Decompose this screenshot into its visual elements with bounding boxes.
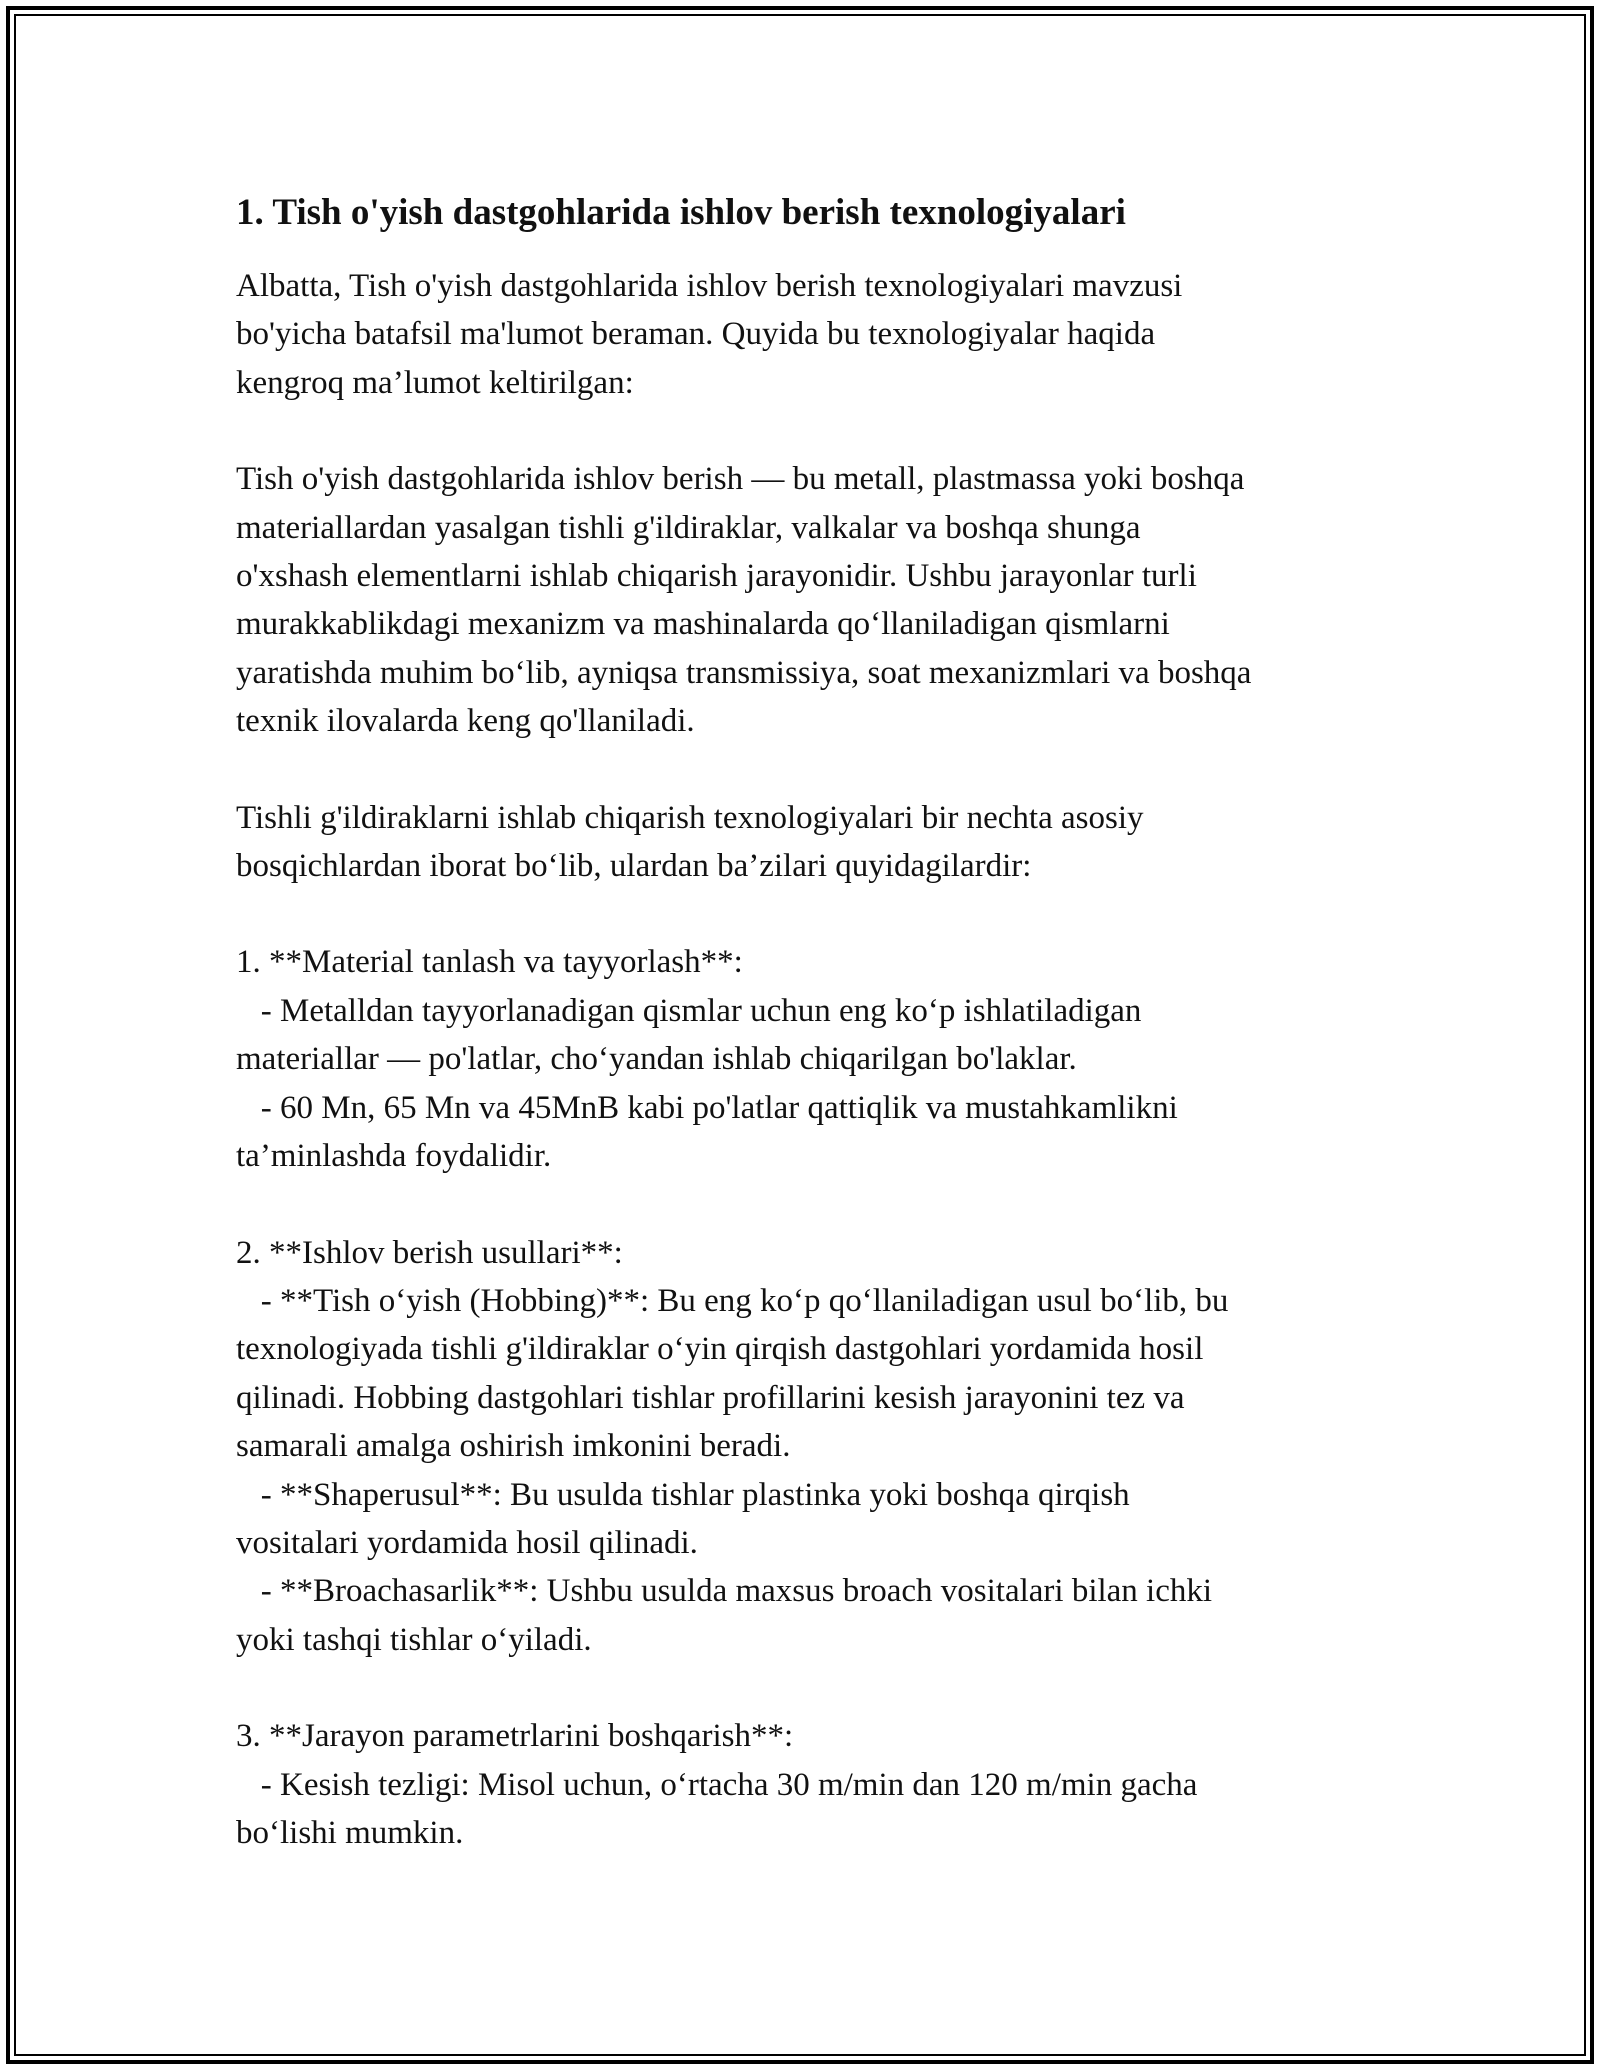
text-line: - **Shaperusul**: Bu usulda tishlar plastinka yoki boshqa qirqish xyxy=(236,1476,1130,1513)
paragraph xyxy=(236,262,1386,407)
document-body xyxy=(236,188,1386,1905)
text-line: Albatta, Tish o'yish dastgohlarida ishlov berish texnologiyalari mavzusi xyxy=(236,268,1183,304)
document-title: 1. Tish o'yish dastgohlarida ishlov berish texnologiyalari xyxy=(236,192,1126,233)
text-line: bosqichlardan iborat bo‘lib, ulardan ba’zilari quyidagilardir: xyxy=(236,848,1032,885)
text-line: 2. **Ishlov berish usullari**: xyxy=(236,1234,623,1271)
paragraph xyxy=(236,1712,1386,1857)
paragraph xyxy=(236,1229,1386,1665)
text-line: - 60 Mn, 65 Mn va 45MnB kabi po'latlar qattiqlik va mustahkamlikni xyxy=(236,1089,1178,1126)
text-line: samarali amalga oshirish imkonini beradi. xyxy=(236,1428,791,1465)
paragraph xyxy=(236,938,1386,1180)
text-line: murakkablikdagi mexanizm va mashinalarda qo‘llaniladigan qismlarni xyxy=(236,606,1170,643)
text-line: texnik ilovalarda keng qo'llaniladi. xyxy=(236,703,695,740)
paragraph xyxy=(236,794,1386,891)
text-line: Tishli g'ildiraklarni ishlab chiqarish texnologiyalari bir nechta asosiy xyxy=(236,799,1144,836)
text-line: - Metalldan tayyorlanadigan qismlar uchun eng ko‘p ishlatiladigan xyxy=(236,992,1142,1029)
text-line: texnologiyada tishli g'ildiraklar o‘yin qirqish dastgohlari yordamida hosil xyxy=(236,1331,1204,1368)
text-line: - **Broachasarlik**: Ushbu usulda maxsus broach vositalari bilan ichki xyxy=(236,1573,1213,1610)
text-line: - **Tish o‘yish (Hobbing)**: Bu eng ko‘p qo‘llaniladigan usul bo‘lib, bu xyxy=(236,1282,1229,1319)
text-line: materiallar — po'latlar, cho‘yandan ishlab chiqarilgan bo'laklar. xyxy=(236,1041,1077,1078)
text-line: bo'yicha batafsil ma'lumot beraman. Quyida bu texnologiyalar haqida xyxy=(236,316,1156,353)
text-line: 1. **Material tanlash va tayyorlash**: xyxy=(236,944,743,981)
text-line: 3. **Jarayon parametrlarini boshqarish**: xyxy=(236,1718,794,1755)
text-line: kengroq ma’lumot keltirilgan: xyxy=(236,364,634,401)
text-line: vositalari yordamida hosil qilinadi. xyxy=(236,1524,698,1561)
text-line: - Kesish tezligi: Misol uchun, o‘rtacha 30 m/min dan 120 m/min gacha xyxy=(236,1766,1198,1803)
text-line: yaratishda muhim bo‘lib, ayniqsa transmissiya, soat mexanizmlari va boshqa xyxy=(236,654,1252,691)
text-line: bo‘lishi mumkin. xyxy=(236,1814,464,1851)
text-line: materiallardan yasalgan tishli g'ildiraklar, valkalar va boshqa shunga xyxy=(236,509,1141,546)
paragraph xyxy=(236,455,1386,745)
text-line: qilinadi. Hobbing dastgohlari tishlar profillarini kesish jarayonini tez va xyxy=(236,1379,1185,1416)
text-line: ta’minlashda foydalidir. xyxy=(236,1138,552,1175)
text-line: o'xshash elementlarni ishlab chiqarish jarayonidir. Ushbu jarayonlar turli xyxy=(236,558,1197,595)
text-line: yoki tashqi tishlar o‘yiladi. xyxy=(236,1621,592,1658)
paragraph-list xyxy=(236,262,1386,1857)
text-line: Tish o'yish dastgohlarida ishlov berish — bu metall, plastmassa yoki boshqa xyxy=(236,461,1245,498)
